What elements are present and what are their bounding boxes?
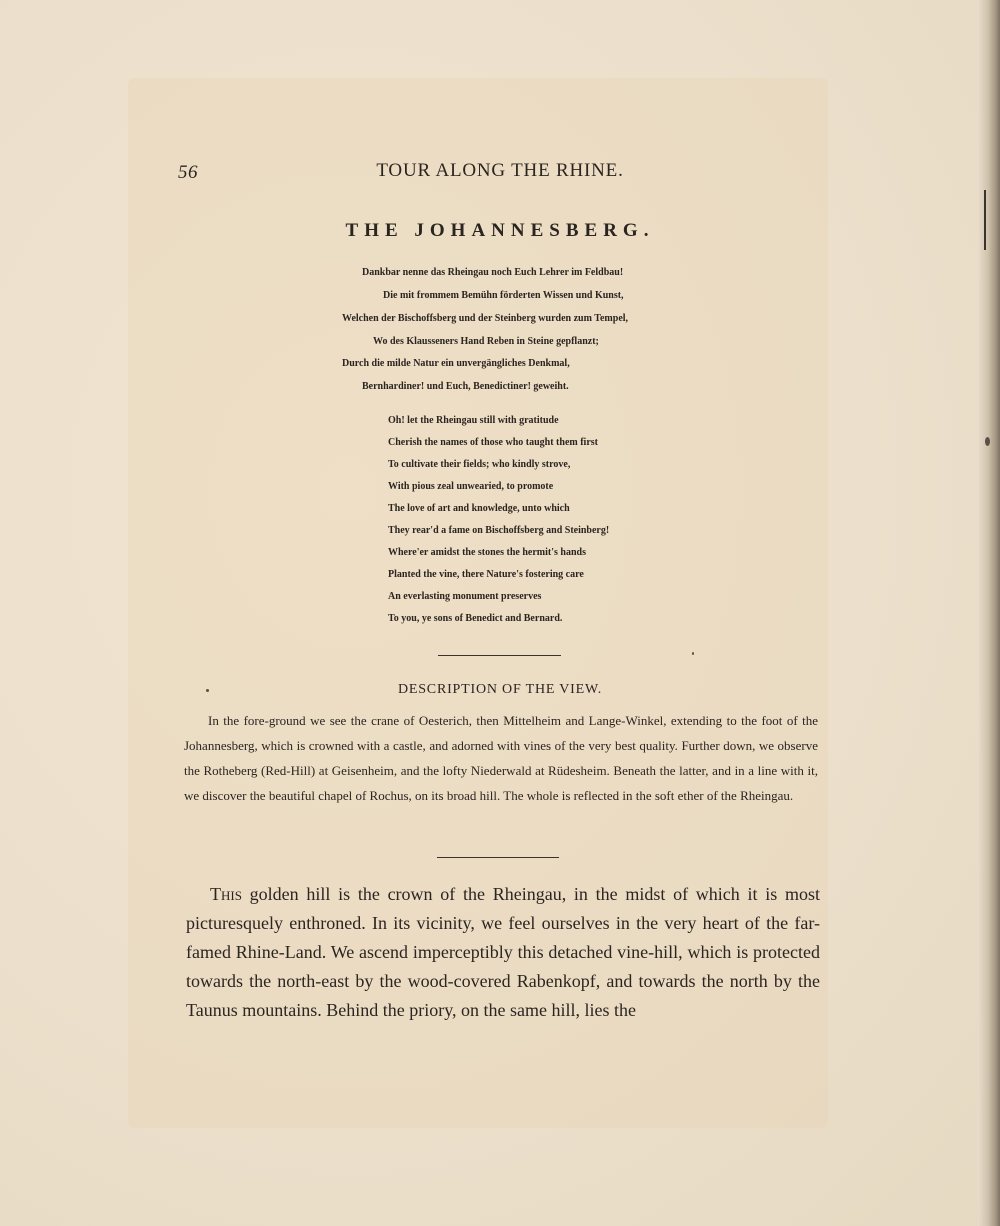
running-title: TOUR ALONG THE RHINE. xyxy=(376,160,624,181)
english-poem-line: The love of art and knowledge, unto which xyxy=(388,503,570,514)
running-head xyxy=(0,160,1000,186)
english-poem-line: Planted the vine, there Nature's fostering care xyxy=(388,569,584,580)
german-poem-line: Dankbar nenne das Rheingau noch Euch Lehrer im Feldbau! xyxy=(362,267,624,278)
english-poem-line: Oh! let the Rheingau still with gratitude xyxy=(388,415,559,426)
ink-speck xyxy=(692,652,694,655)
english-poem-line: Cherish the names of those who taught them first xyxy=(388,437,598,448)
ink-speck xyxy=(985,437,990,446)
body-paragraph xyxy=(186,880,820,1025)
english-poem-line: To you, ye sons of Benedict and Bernard. xyxy=(388,613,563,624)
english-poem-line: They rear'd a fame on Bischoffsberg and Steinberg! xyxy=(388,525,610,536)
description-heading: DESCRIPTION OF THE VIEW. xyxy=(397,682,603,697)
english-poem-line: Where'er amidst the stones the hermit's hands xyxy=(388,547,586,558)
german-poem-line: Welchen der Bischoffsberg und der Steinberg wurden zum Tempel, xyxy=(342,313,629,324)
german-poem-line: Die mit frommem Bemühn förderten Wissen und Kunst, xyxy=(383,290,624,301)
english-poem xyxy=(388,412,609,632)
english-poem-line: An everlasting monument preserves xyxy=(388,591,542,602)
section-title: THE JOHANNESBERG. xyxy=(345,220,655,241)
section-divider xyxy=(438,655,561,656)
english-poem-line: To cultivate their fields; who kindly strove, xyxy=(388,459,571,470)
german-poem-line: Wo des Klausseners Hand Reben in Steine gepflanzt; xyxy=(373,336,599,347)
lead-word: This xyxy=(210,884,242,904)
german-poem-line: Bernhardiner! und Euch, Benedictiner! geweiht. xyxy=(362,381,569,392)
description-text: In the fore-ground we see the crane of Oesterich, then Mittelheim and Lange-Winkel, extending to the foot of the Johannesberg, which is crowned with a castle, and adorned with vines of the very best quality. Further down, we observe the Rotheberg (Red-Hill) at Geisenheim, and the lofty Niederwald at Rüdesheim. Beneath the latter, and in a line with it, we discover the beautiful chapel of Rochus, on its broad hill. The whole is reflected in the soft ether of the Rheingau. xyxy=(184,713,818,803)
section-divider xyxy=(437,857,559,858)
german-poem-line: Durch die milde Natur ein unvergängliches Denkmal, xyxy=(342,358,570,369)
page-number: 56 xyxy=(178,162,198,183)
english-poem-line: With pious zeal unwearied, to promote xyxy=(388,481,554,492)
body-text: golden hill is the crown of the Rheingau, in the midst of which it is most picturesquely enthroned. In its vicinity, we feel ourselves in the very heart of the far-famed Rhine-Land. We ascend imperceptibly this detached vine-hill, which is protected towards the north-east by the wood-covered Rabenkopf, and towards the north by the Taunus mountains. Behind the priory, on the same hill, lies the xyxy=(186,884,820,1020)
